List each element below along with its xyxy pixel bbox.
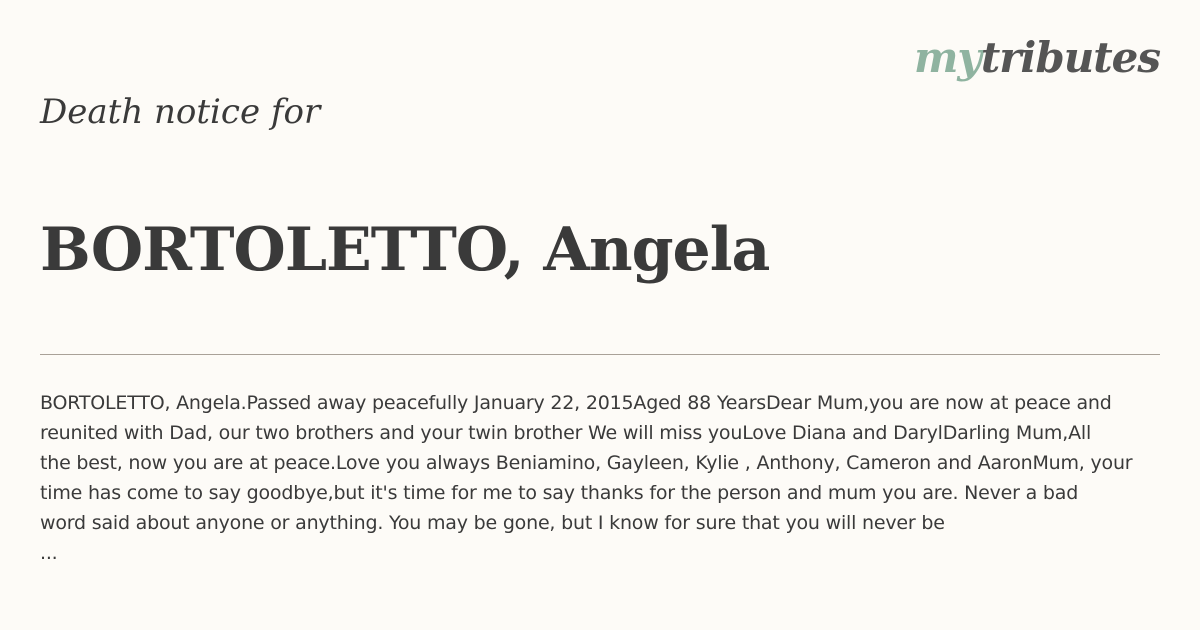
notice-subtitle: Death notice for [40, 92, 321, 132]
notice-ellipsis: ... [40, 542, 58, 564]
deceased-name: BORTOLETTO, Angela [40, 215, 770, 285]
logo-tributes: tributes [980, 33, 1160, 82]
divider [40, 354, 1160, 355]
notice-line: reunited with Dad, our two brothers and your twin brother We will miss youLove Diana and DarylDarling Mum,All [40, 422, 1092, 444]
notice-line: word said about anyone or anything. You may be gone, but I know for sure that you will never be [40, 512, 945, 534]
notice-line: time has come to say goodbye,but it's time for me to say thanks for the person and mum you are. Never a bad [40, 482, 1079, 504]
notice-line: BORTOLETTO, Angela.Passed away peacefully January 22, 2015Aged 88 YearsDear Mum,you are now at peace and [40, 392, 1112, 414]
notice-text [40, 388, 1190, 568]
logo-my: my [913, 33, 981, 82]
notice-line: the best, now you are at peace.Love you always Beniamino, Gayleen, Kylie , Anthony, Cameron and AaronMum, your [40, 452, 1133, 474]
mytributes-logo[interactable] [914, 30, 1160, 86]
